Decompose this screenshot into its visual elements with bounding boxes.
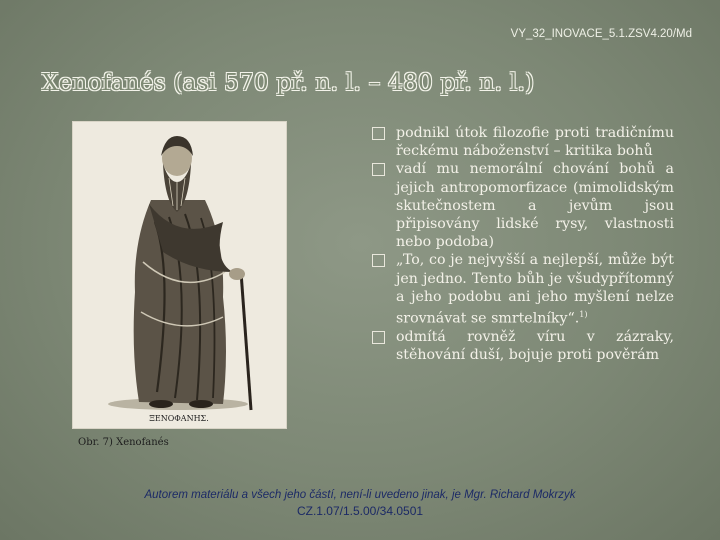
square-bullet-icon — [372, 163, 385, 176]
page-title: Xenofanés (asi 570 př. n. l. – 480 př. n. l.) — [42, 70, 535, 96]
bullet-text: vadí mu nemorální chování bohů a jejich antropomorfizace (mimolidským skutečnostem a jevům jsou připisovány lidské rysy, vlastnosti nebo podoba) — [396, 161, 674, 251]
engraving-label: ΞΕΝΟΦΑΝΗΣ. — [149, 414, 209, 423]
bullet-text: „To, co je nejvyšší a nejlepší, může být jen jedno. Tento bůh je všudypřítomný a jeho podobu ani jeho myšlení nelze srovnávat se smrtelníky“. — [396, 252, 674, 327]
xenophanes-figure-illustration — [73, 122, 286, 428]
document-code: VY_32_INOVACE_5.1.ZSV4.20/Md — [510, 28, 692, 40]
project-number: CZ.1.07/1.5.00/34.0501 — [296, 504, 424, 518]
list-item — [370, 124, 674, 160]
list-item — [370, 160, 674, 251]
footnote-ref: 1) — [579, 310, 588, 320]
list-item — [370, 328, 674, 364]
bullet-list — [370, 124, 674, 364]
author-credit: Autorem materiálu a všech jeho částí, není-li uvedeno jinak, je Mgr. Richard Mokrzyk — [144, 489, 576, 501]
bullet-text: podnikl útok filozofie proti tradičnímu řeckému náboženství – kritika bohů — [396, 125, 674, 160]
list-item — [370, 251, 674, 328]
square-bullet-icon — [372, 254, 385, 267]
square-bullet-icon — [372, 127, 385, 140]
figure-caption: Obr. 7) Xenofanés — [78, 437, 169, 448]
square-bullet-icon — [372, 331, 385, 344]
xenophanes-engraving — [72, 121, 287, 429]
bullet-text: odmítá rovněž víru v zázraky, stěhování duší, bojuje proti pověrám — [396, 328, 674, 364]
